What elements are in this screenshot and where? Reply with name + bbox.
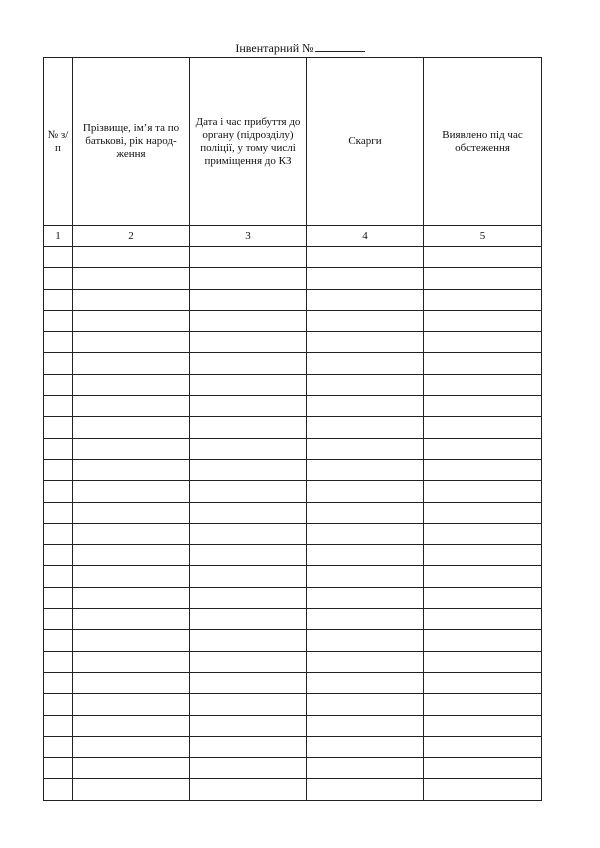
table-cell <box>73 609 190 630</box>
table-cell <box>424 481 542 502</box>
table-cell <box>73 758 190 779</box>
table-row <box>44 417 542 438</box>
table-row <box>44 523 542 544</box>
table-cell <box>73 672 190 693</box>
table-cell <box>190 779 307 800</box>
table-cell <box>190 651 307 672</box>
table-cell <box>73 715 190 736</box>
table-cell <box>44 630 73 651</box>
table-cell <box>424 736 542 757</box>
table-row <box>44 672 542 693</box>
table-cell <box>73 396 190 417</box>
table-cell <box>44 481 73 502</box>
column-number: 3 <box>190 226 307 247</box>
table-cell <box>190 374 307 395</box>
inventory-label: Інвентарний № <box>235 41 314 55</box>
table-row <box>44 247 542 268</box>
table-cell <box>424 651 542 672</box>
table-cell <box>190 672 307 693</box>
table-cell <box>307 374 424 395</box>
table-cell <box>424 417 542 438</box>
table-cell <box>44 438 73 459</box>
table-cell <box>73 247 190 268</box>
table-cell <box>44 672 73 693</box>
table-cell <box>307 310 424 331</box>
table-cell <box>44 332 73 353</box>
table-row <box>44 353 542 374</box>
table-cell <box>307 672 424 693</box>
table-cell <box>307 523 424 544</box>
table-cell <box>307 247 424 268</box>
table-cell <box>190 736 307 757</box>
table-cell <box>307 758 424 779</box>
table-cell <box>190 289 307 310</box>
table-cell <box>307 630 424 651</box>
table-row <box>44 310 542 331</box>
table-row <box>44 630 542 651</box>
table-cell <box>424 523 542 544</box>
table-cell <box>424 672 542 693</box>
table-cell <box>73 417 190 438</box>
table-cell <box>424 247 542 268</box>
table-cell <box>44 523 73 544</box>
table-cell <box>424 289 542 310</box>
table-header-row <box>44 58 542 226</box>
table-cell <box>44 779 73 800</box>
table-cell <box>190 481 307 502</box>
table-cell <box>44 417 73 438</box>
table-cell <box>307 289 424 310</box>
table-cell <box>190 630 307 651</box>
table-row <box>44 609 542 630</box>
table-cell <box>307 609 424 630</box>
column-header-name: Прізвище, ім’я та по батькові, рік народ-ження <box>73 58 190 226</box>
table-row <box>44 396 542 417</box>
table-row <box>44 481 542 502</box>
table-cell <box>190 417 307 438</box>
table-row <box>44 502 542 523</box>
table-cell <box>44 310 73 331</box>
table-cell <box>190 545 307 566</box>
table-cell <box>190 609 307 630</box>
table-cell <box>73 374 190 395</box>
table-cell <box>307 353 424 374</box>
inventory-number-blank <box>315 40 365 52</box>
table-cell <box>73 545 190 566</box>
table-cell <box>307 332 424 353</box>
table-cell <box>73 289 190 310</box>
table-cell <box>73 353 190 374</box>
table-row <box>44 694 542 715</box>
table-cell <box>73 332 190 353</box>
table-cell <box>307 502 424 523</box>
table-cell <box>44 374 73 395</box>
table-cell <box>424 353 542 374</box>
table-cell <box>44 268 73 289</box>
table-cell <box>307 587 424 608</box>
table-cell <box>424 438 542 459</box>
table-cell <box>190 438 307 459</box>
table-cell <box>44 736 73 757</box>
table-cell <box>44 396 73 417</box>
table-cell <box>307 715 424 736</box>
table-row <box>44 736 542 757</box>
table-row <box>44 438 542 459</box>
table-cell <box>307 268 424 289</box>
table-cell <box>190 247 307 268</box>
table-row <box>44 545 542 566</box>
table-cell <box>424 587 542 608</box>
table-cell <box>44 289 73 310</box>
column-header-complaints: Скарги <box>307 58 424 226</box>
table-cell <box>73 523 190 544</box>
table-cell <box>73 630 190 651</box>
table-cell <box>190 332 307 353</box>
table-row <box>44 758 542 779</box>
table-cell <box>44 502 73 523</box>
table-row <box>44 374 542 395</box>
table-cell <box>307 651 424 672</box>
table-cell <box>44 694 73 715</box>
table-cell <box>424 396 542 417</box>
table-cell <box>44 609 73 630</box>
table-cell <box>190 587 307 608</box>
column-header-arrival: Дата і час прибуття до органу (підрозділу) поліції, у тому числі приміщення до КЗ <box>190 58 307 226</box>
table-row <box>44 651 542 672</box>
table-cell <box>190 353 307 374</box>
table-cell <box>424 268 542 289</box>
table-row <box>44 587 542 608</box>
table-cell <box>190 459 307 480</box>
table-cell <box>190 694 307 715</box>
table-cell <box>307 481 424 502</box>
table-row <box>44 268 542 289</box>
table-row <box>44 332 542 353</box>
table-cell <box>307 566 424 587</box>
table-cell <box>73 502 190 523</box>
inventory-number-line <box>0 40 600 55</box>
table-cell <box>307 736 424 757</box>
table-cell <box>44 715 73 736</box>
table-cell <box>307 694 424 715</box>
table-cell <box>73 694 190 715</box>
column-number: 4 <box>307 226 424 247</box>
table-cell <box>424 630 542 651</box>
table-cell <box>424 545 542 566</box>
table-cell <box>190 715 307 736</box>
table-cell <box>424 758 542 779</box>
table-row <box>44 459 542 480</box>
table-cell <box>424 332 542 353</box>
table-cell <box>73 736 190 757</box>
table-row <box>44 566 542 587</box>
table-cell <box>190 268 307 289</box>
table-cell <box>307 396 424 417</box>
table-cell <box>44 651 73 672</box>
table-cell <box>44 566 73 587</box>
table-cell <box>424 609 542 630</box>
table-cell <box>424 694 542 715</box>
table-cell <box>44 587 73 608</box>
column-header-index: № з/п <box>44 58 73 226</box>
column-number: 1 <box>44 226 73 247</box>
table-cell <box>73 566 190 587</box>
table-cell <box>44 758 73 779</box>
table-cell <box>424 459 542 480</box>
table-cell <box>73 587 190 608</box>
table-cell <box>73 268 190 289</box>
table-cell <box>424 566 542 587</box>
table-cell <box>73 481 190 502</box>
table-cell <box>307 545 424 566</box>
column-number: 2 <box>73 226 190 247</box>
table-cell <box>44 353 73 374</box>
journal-table <box>43 57 542 801</box>
table-cell <box>73 310 190 331</box>
table-cell <box>307 459 424 480</box>
table-cell <box>44 545 73 566</box>
table-cell <box>424 310 542 331</box>
table-cell <box>307 438 424 459</box>
table-row <box>44 779 542 800</box>
table-cell <box>424 374 542 395</box>
table-cell <box>190 566 307 587</box>
table-cell <box>307 417 424 438</box>
table-cell <box>190 310 307 331</box>
table-cell <box>190 758 307 779</box>
table-cell <box>424 502 542 523</box>
table-cell <box>424 715 542 736</box>
table-cell <box>190 523 307 544</box>
table-cell <box>44 247 73 268</box>
table-cell <box>44 459 73 480</box>
table-cell <box>307 779 424 800</box>
column-number-row <box>44 226 542 247</box>
column-header-findings: Виявлено під час обстеження <box>424 58 542 226</box>
table-cell <box>190 396 307 417</box>
table-cell <box>73 651 190 672</box>
table-cell <box>424 779 542 800</box>
table-cell <box>73 438 190 459</box>
table-cell <box>73 459 190 480</box>
table-cell <box>190 502 307 523</box>
table-row <box>44 715 542 736</box>
table-row <box>44 289 542 310</box>
table-cell <box>73 779 190 800</box>
column-number: 5 <box>424 226 542 247</box>
